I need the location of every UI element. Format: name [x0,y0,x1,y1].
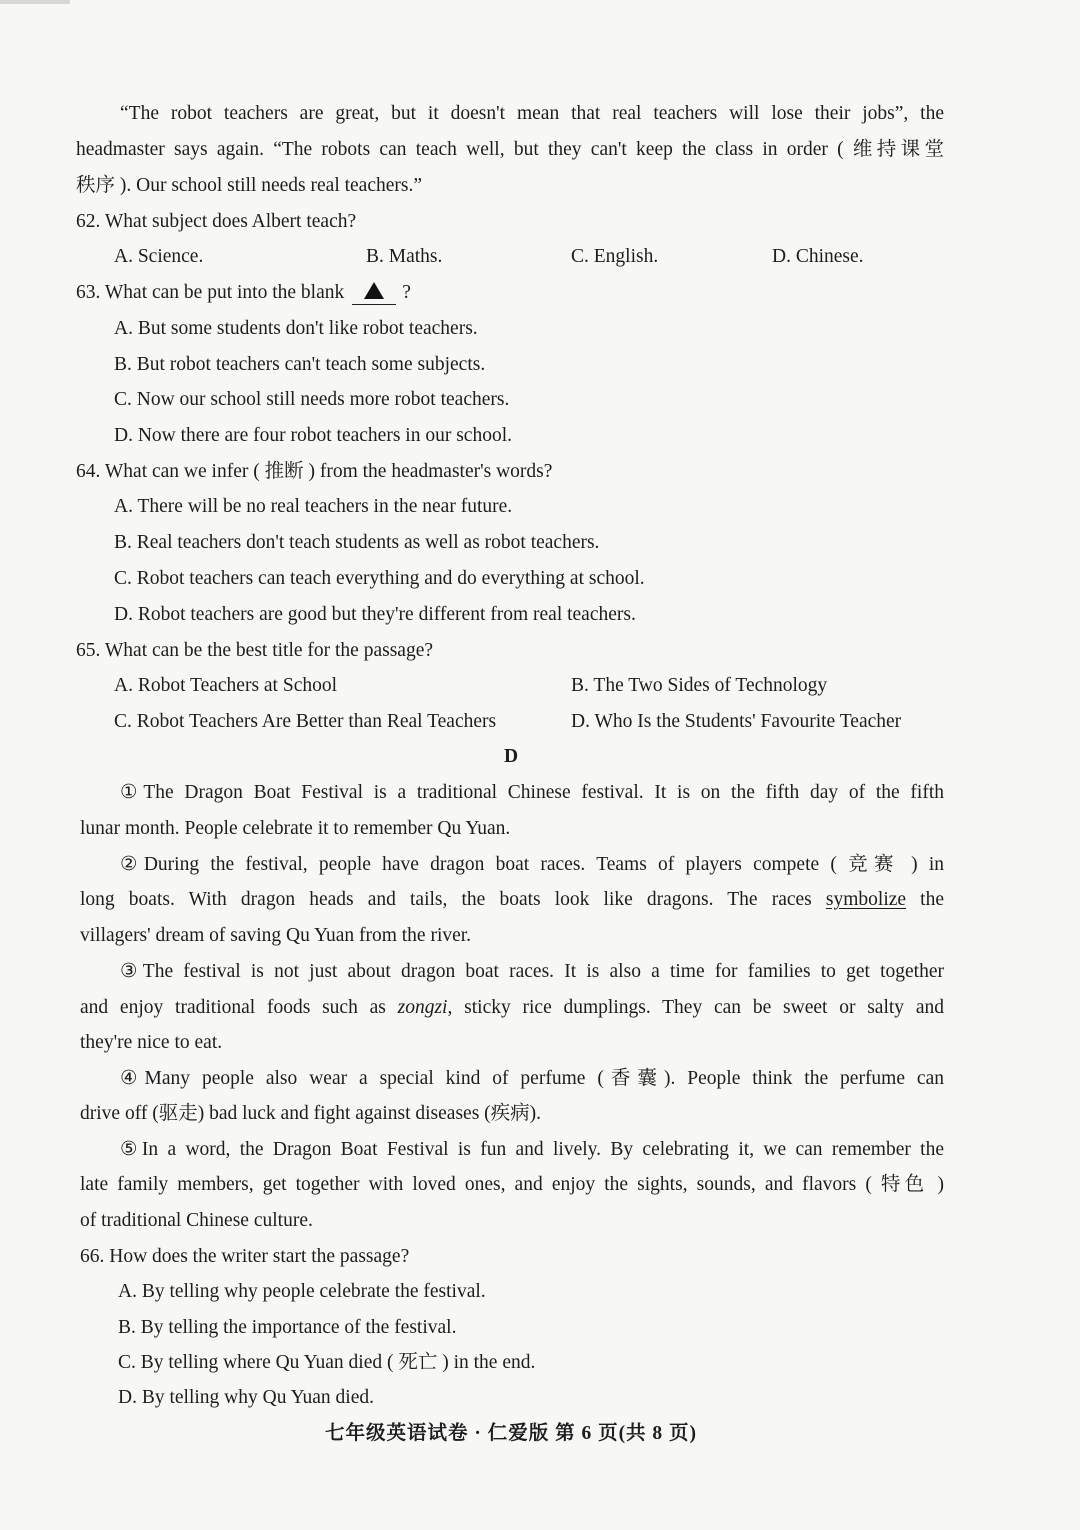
passage-c-line-2: headmaster says again. “The robots can teach well, but they can't keep the class in order ( 维持课堂 [76,139,944,160]
q64-option-b: B. Real teachers don't teach students as well as robot teachers. [114,532,600,553]
question-64-stem: 64. What can we infer ( 推断 ) from the headmaster's words? [76,461,553,482]
q65-option-a: A. Robot Teachers at School [114,675,338,696]
passage-d-p2-line-2 [80,887,944,913]
q62-option-d: D. Chinese. [772,246,864,267]
q62-option-b: B. Maths. [366,246,443,267]
passage-d-p3-line-3: they're nice to eat. [80,1032,223,1053]
q63-option-a: A. But some students don't like robot teachers. [114,318,478,339]
passage-d-p2-line-1: ②During the festival, people have dragon boat races. Teams of players compete ( 竞赛 ) in [120,854,944,875]
underlined-word: symbolize [825,889,907,910]
q64-option-a: A. There will be no real teachers in the near future. [114,496,513,517]
q66-option-a: A. By telling why people celebrate the festival. [118,1281,486,1302]
scan-edge-mark [0,0,70,4]
triangle-icon [364,282,384,299]
passage-d-p5-line-2: late family members, get together with loved ones, and enjoy the sights, sounds, and flavors ( 特色 ) [80,1174,944,1195]
passage-d-p3-line-2 [80,995,944,1021]
q66-option-c: C. By telling where Qu Yuan died ( 死亡 ) in the end. [118,1352,536,1373]
question-62-stem: 62. What subject does Albert teach? [76,211,357,232]
question-65-stem: 65. What can be the best title for the passage? [76,640,434,661]
q66-option-b: B. By telling the importance of the festival. [118,1317,457,1338]
q64-option-c: C. Robot teachers can teach everything and do everything at school. [114,568,645,589]
question-63 [76,280,944,306]
q66-option-d: D. By telling why Qu Yuan died. [118,1387,375,1408]
passage-d-p1-line-2: lunar month. People celebrate it to remember Qu Yuan. [80,818,511,839]
passage-d-p5-line-1: ⑤In a word, the Dragon Boat Festival is fun and lively. By celebrating it, we can remember the [120,1139,944,1160]
passage-d-p2-line-2-b: the [906,889,944,910]
passage-c-line-3: 秩序 ). Our school still needs real teachers.” [76,175,423,196]
passage-d-p4-line-2: drive off (驱走) bad luck and fight against diseases (疾病). [80,1103,542,1124]
passage-d-p1-line-1: ①The Dragon Boat Festival is a traditional Chinese festival. It is on the fifth day of the fifth [120,782,944,803]
passage-d-p3-line-2-b: , sticky rice dumplings. They can be sweet or salty and [447,997,944,1018]
blank-marker [352,282,396,305]
question-63-stem: 63. What can be put into the blank [76,282,345,303]
q63-option-c: C. Now our school still needs more robot teachers. [114,389,510,410]
q65-option-d: D. Who Is the Students' Favourite Teacher [571,711,902,732]
passage-c-line-1: “The robot teachers are great, but it doesn't mean that real teachers will lose their jobs”, the [120,103,944,124]
q63-option-d: D. Now there are four robot teachers in our school. [114,425,512,446]
passage-d-p2-line-3: villagers' dream of saving Qu Yuan from the river. [80,925,472,946]
q64-option-d: D. Robot teachers are good but they're different from real teachers. [114,604,636,625]
page-footer: 七年级英语试卷 · 仁爱版 第 6 页(共 8 页) [324,1423,698,1444]
passage-d-p4-line-1: ④Many people also wear a special kind of perfume (香囊). People think the perfume can [120,1068,944,1089]
passage-d-heading: D [503,746,519,767]
question-66-stem: 66. How does the writer start the passage? [80,1246,410,1267]
passage-d-p5-line-3: of traditional Chinese culture. [80,1210,313,1231]
q65-option-c: C. Robot Teachers Are Better than Real Teachers [114,711,497,732]
passage-d-p3-line-2-a: and enjoy traditional foods such as [80,997,398,1018]
question-63-qmark: ? [402,282,411,303]
italic-word: zongzi [397,997,448,1018]
q62-option-a: A. Science. [114,246,204,267]
passage-d-p2-line-2-a: long boats. With dragon heads and tails, the boats look like dragons. The races [80,889,826,910]
q63-option-b: B. But robot teachers can't teach some subjects. [114,354,486,375]
q62-option-c: C. English. [571,246,659,267]
q65-option-b: B. The Two Sides of Technology [571,675,828,696]
passage-d-p3-line-1: ③The festival is not just about dragon boat races. It is also a time for families to get together [120,961,944,982]
